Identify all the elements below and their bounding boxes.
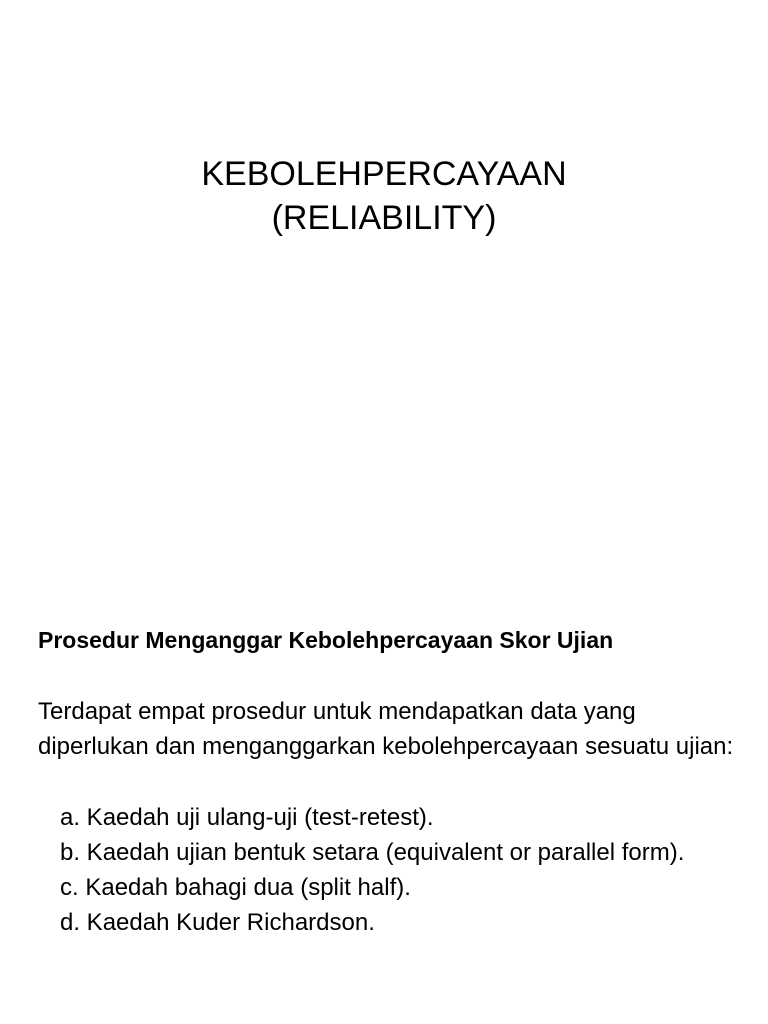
list-item: b. Kaedah ujian bentuk setara (equivalent or parallel form).	[60, 839, 685, 866]
slide-title	[0, 152, 768, 240]
slide-content	[38, 622, 738, 940]
list-item: d. Kaedah Kuder Richardson.	[60, 909, 375, 936]
title-line-2: (RELIABILITY)	[271, 199, 497, 237]
list-item: c. Kaedah bahagi dua (split half).	[60, 874, 411, 901]
section-heading: Prosedur Menganggar Kebolehpercayaan Skor Ujian	[38, 627, 614, 653]
list-item: a. Kaedah uji ulang-uji (test-retest).	[60, 804, 434, 831]
intro-paragraph: Terdapat empat prosedur untuk mendapatkan data yang diperlukan dan menganggarkan kebolehpercayaan sesuatu ujian:	[38, 698, 734, 760]
title-line-1: KEBOLEHPERCAYAAN	[201, 155, 567, 193]
procedure-list	[38, 800, 738, 940]
